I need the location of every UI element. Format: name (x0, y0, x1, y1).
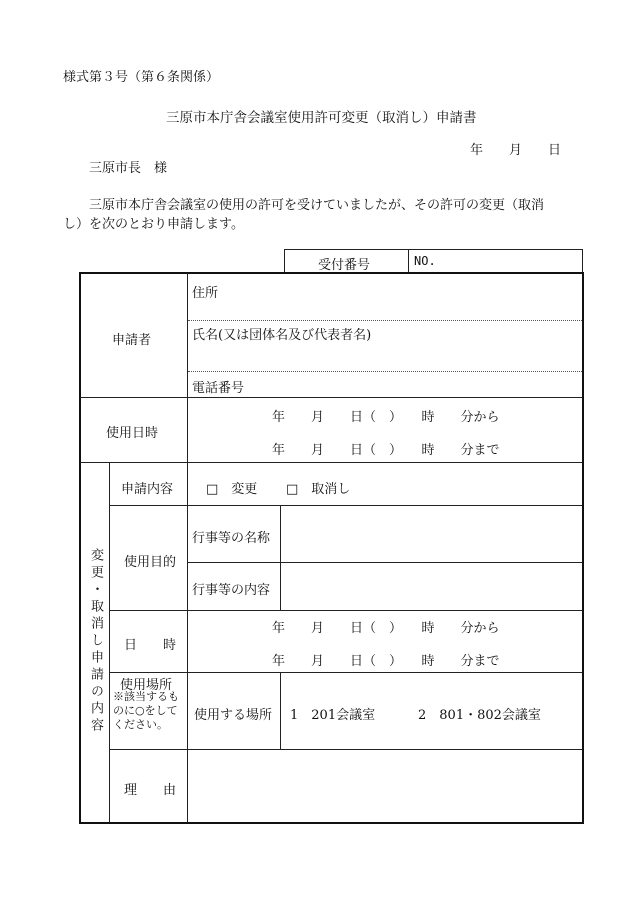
room-option-2[interactable]: 2 801・802会議室 (418, 708, 541, 723)
option-cancel[interactable]: □ 取消し (286, 482, 351, 497)
change-datetime-label: 日 時 (124, 638, 177, 653)
change-to-line: 年 月 日（ ） 時 分まで (272, 654, 500, 669)
applicant-label: 申請者 (112, 333, 152, 348)
usage-datetime-label: 使用日時 (106, 426, 159, 441)
page-title: 三原市本庁舎会議室使用許可変更（取消し）申請書 (166, 110, 477, 126)
form-number: 様式第３号（第６条関係） (63, 70, 220, 85)
name-label: 氏名(又は団体名及び代表者名) (192, 328, 372, 343)
receipt-no-label: NO. (414, 254, 436, 268)
place-note: ※該当するものに○をしてください。 (113, 690, 179, 731)
room-option-1[interactable]: 1 201会議室 (290, 708, 376, 723)
event-content-label: 行事等の内容 (192, 583, 271, 598)
usage-from-line: 年 月 日（ ） 時 分から (272, 410, 500, 425)
addressee: 三原市長 様 (89, 161, 168, 176)
date-line: 年 月 日 (470, 143, 562, 158)
phone-label: 電話番号 (192, 381, 245, 396)
usage-to-line: 年 月 日（ ） 時 分まで (272, 443, 500, 458)
change-side-label: 変更・取消し申請の内容 (88, 548, 103, 735)
change-from-line: 年 月 日（ ） 時 分から (272, 621, 500, 636)
intro-line-1: 三原市本庁舎会議室の使用の許可を受けていましたが、その許可の変更（取消 (89, 198, 545, 213)
place-use-label: 使用する場所 (194, 708, 273, 723)
reason-label: 理 由 (124, 783, 177, 798)
place-label: 使用場所 (120, 678, 173, 693)
receipt-label: 受付番号 (318, 258, 371, 273)
purpose-label: 使用目的 (124, 555, 177, 570)
content-label: 申請内容 (121, 482, 174, 497)
option-change[interactable]: □ 変更 (206, 482, 258, 497)
address-label: 住所 (192, 286, 219, 301)
intro-line-2: し）を次のとおり申請します。 (63, 217, 244, 232)
event-name-label: 行事等の名称 (192, 531, 271, 546)
